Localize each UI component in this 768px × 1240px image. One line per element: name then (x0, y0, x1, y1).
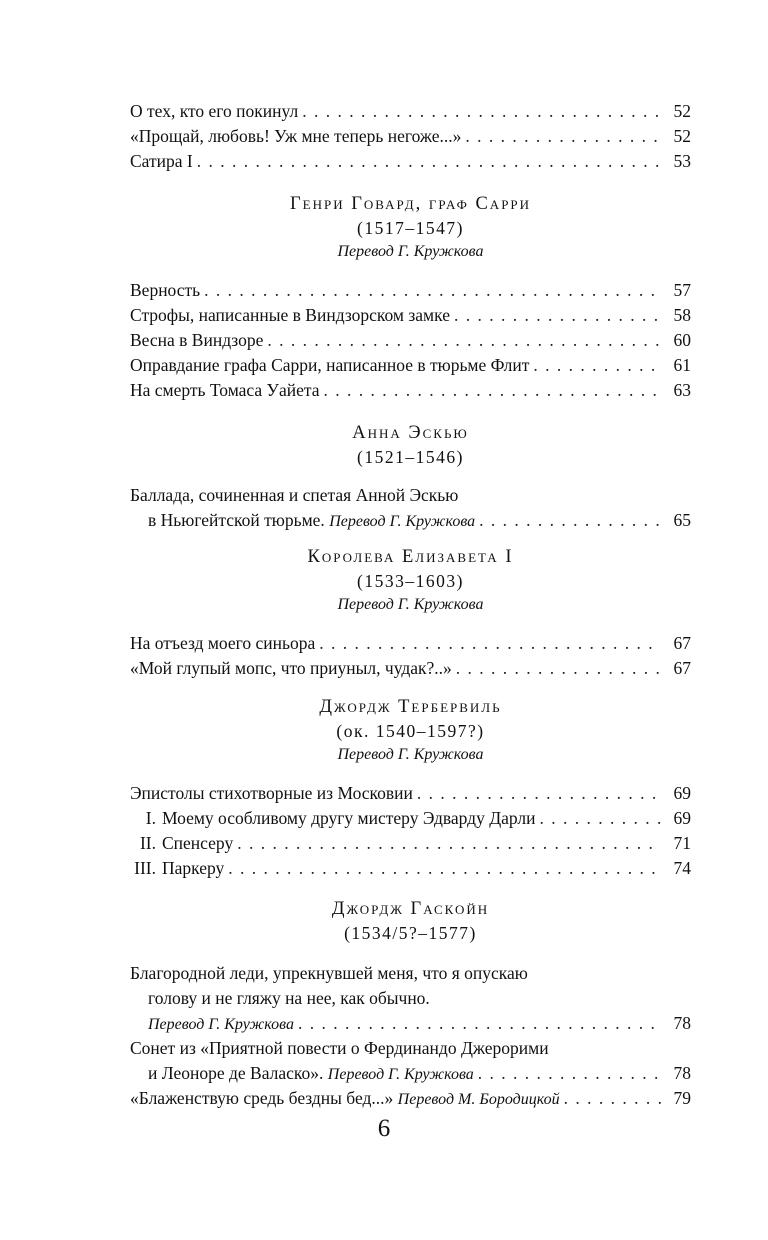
dot-leader (237, 831, 661, 856)
roman-numeral: II. (139, 833, 156, 853)
translator-credit: Перевод Г. Кружкова (337, 596, 484, 613)
dot-leader (564, 1086, 661, 1111)
entry-page: 52 (673, 101, 691, 121)
toc-entry[interactable] (130, 656, 691, 681)
dot-leader (267, 328, 661, 353)
dot-leader (417, 781, 661, 806)
dot-leader (204, 278, 661, 303)
dot-leader (323, 378, 661, 403)
author-heading: Королева Елизавета I (307, 547, 514, 567)
toc-entry[interactable] (130, 124, 691, 149)
entry-page: 79 (673, 1088, 691, 1108)
translator-credit: Перевод Г. Кружкова (337, 243, 484, 260)
entry-title: «Прощай, любовь! Уж мне теперь негоже...» (130, 126, 462, 146)
author-heading: Анна Эскью (352, 423, 469, 443)
dot-leader (302, 99, 661, 124)
table-of-contents (130, 99, 691, 1111)
entry-title-line[interactable]: голову и не гляжу на нее, как обычно. (148, 988, 430, 1008)
toc-entry[interactable] (130, 508, 691, 533)
toc-entry[interactable] (130, 353, 691, 378)
page-number: 6 (377, 1115, 391, 1142)
entry-page: 69 (673, 783, 691, 803)
entry-title: Моему особливому другу мистеру Эдварду Дарли (162, 808, 536, 828)
dot-leader (197, 149, 661, 174)
entry-title: «Блаженствую средь бездны бед...» (130, 1088, 394, 1108)
toc-entry[interactable] (130, 1061, 691, 1086)
entry-title: в Ньюгейтской тюрьме. (148, 510, 325, 530)
toc-entry[interactable] (130, 278, 691, 303)
translator-credit: Перевод Г. Кружкова (337, 746, 484, 763)
dot-leader (479, 508, 661, 533)
translator-credit: Перевод М. Бородицкой (397, 1091, 560, 1108)
entry-page: 69 (673, 808, 691, 828)
dot-leader (478, 1061, 661, 1086)
dot-leader (456, 656, 661, 681)
translator-credit: Перевод Г. Кружкова (329, 513, 476, 530)
author-years: (ок. 1540–1597?) (336, 721, 485, 741)
entry-page: 67 (673, 633, 691, 653)
entry-page: 67 (673, 658, 691, 678)
dot-leader (465, 124, 661, 149)
toc-entry[interactable] (130, 781, 691, 806)
author-years: (1533–1603) (357, 571, 464, 591)
entry-page: 58 (673, 305, 691, 325)
entry-page: 71 (673, 833, 691, 853)
entry-title: На отъезд моего синьора (130, 633, 316, 653)
toc-entry[interactable] (130, 1086, 691, 1111)
entry-page: 52 (673, 126, 691, 146)
entry-title: Весна в Виндзоре (130, 330, 264, 350)
roman-numeral: I. (145, 808, 156, 828)
entry-page: 78 (673, 1063, 691, 1083)
entry-page: 60 (673, 330, 691, 350)
translator-credit: Перевод Г. Кружкова (148, 1016, 294, 1033)
entry-page: 65 (673, 510, 691, 530)
entry-page: 78 (673, 1013, 691, 1033)
entry-title: Спенсеру (162, 833, 234, 853)
entry-title: На смерть Томаса Уайета (130, 380, 320, 400)
author-years: (1517–1547) (357, 218, 464, 238)
translator-credit: Перевод Г. Кружкова (327, 1066, 474, 1083)
dot-leader (298, 1011, 661, 1036)
entry-title-line[interactable]: Сонет из «Приятной повести о Фердинандо Джерорими (130, 1038, 549, 1058)
author-years: (1534/5?–1577) (344, 923, 477, 943)
toc-entry[interactable] (130, 378, 691, 403)
dot-leader (454, 303, 661, 328)
toc-subentry[interactable] (130, 806, 691, 831)
entry-title: Верность (130, 280, 201, 300)
entry-title: Сатира I (130, 151, 193, 171)
entry-page: 53 (673, 151, 691, 171)
entry-page: 74 (673, 858, 691, 878)
toc-subentry[interactable] (130, 831, 691, 856)
toc-entry[interactable] (130, 631, 691, 656)
author-years: (1521–1546) (357, 447, 464, 467)
toc-entry[interactable] (130, 1011, 691, 1036)
entry-page: 57 (673, 280, 691, 300)
entry-title-line[interactable]: Баллада, сочиненная и спетая Анной Эскью (130, 485, 459, 505)
entry-title: и Леоноре де Валаско». (148, 1063, 324, 1083)
dot-leader (228, 856, 661, 881)
toc-entry[interactable] (130, 149, 691, 174)
author-heading: Джордж Гаскойн (331, 899, 490, 919)
entry-title: Эпистолы стихотворные из Московии (130, 783, 413, 803)
entry-page: 63 (673, 380, 691, 400)
entry-title: О тех, кто его покинул (130, 101, 299, 121)
roman-numeral: III. (134, 858, 156, 878)
entry-title: Паркеру (162, 858, 225, 878)
entry-title: Строфы, написанные в Виндзорском замке (130, 305, 450, 325)
toc-entry[interactable] (130, 99, 691, 124)
author-heading: Генри Говард, граф Сарри (289, 194, 532, 214)
entry-title: «Мой глупый мопс, что приуныл, чудак?..» (130, 658, 452, 678)
toc-entry[interactable] (130, 328, 691, 353)
dot-leader (540, 806, 661, 831)
entry-title: Оправдание графа Сарри, написанное в тюрьме Флит (130, 355, 530, 375)
toc-subentry[interactable] (130, 856, 691, 881)
entry-title-line[interactable]: Благородной леди, упрекнувшей меня, что я опускаю (130, 963, 528, 983)
dot-leader (533, 353, 661, 378)
author-heading: Джордж Тербервиль (319, 697, 502, 717)
entry-page: 61 (673, 355, 691, 375)
dot-leader (319, 631, 661, 656)
toc-entry[interactable] (130, 303, 691, 328)
